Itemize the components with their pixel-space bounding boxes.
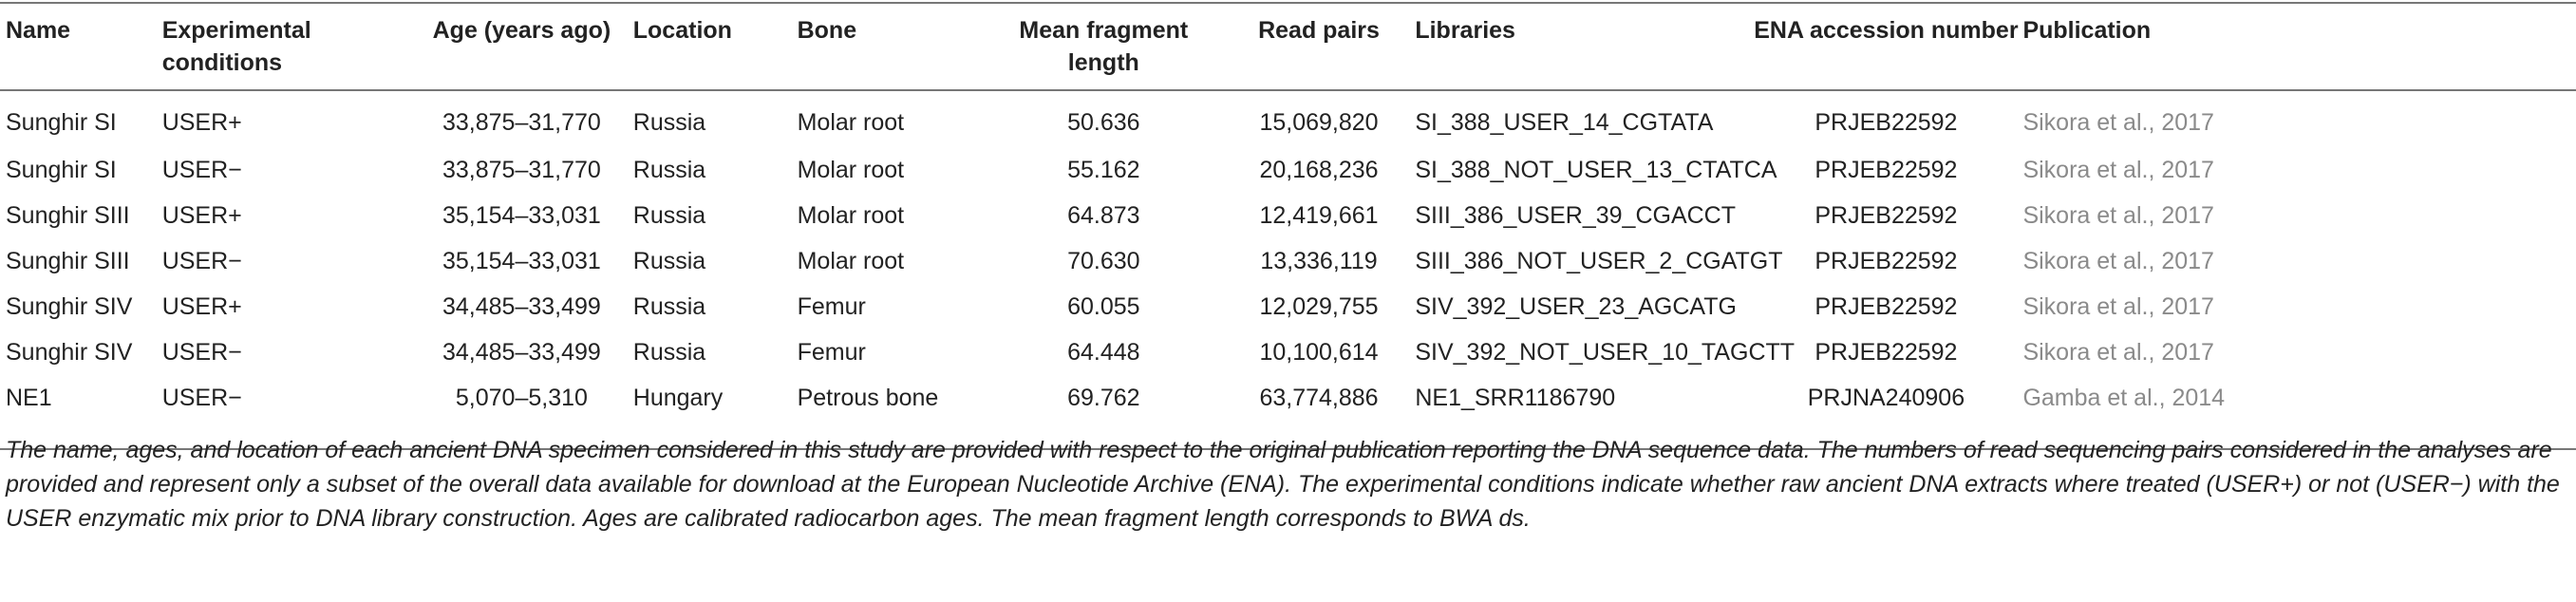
cell-name: Sunghir SIII — [6, 202, 130, 229]
cell-experimental-conditions: USER+ — [161, 202, 242, 229]
cell-ena-accession: PRJEB22592 — [1814, 339, 1958, 366]
header-ena-accession: ENA accession number — [1754, 17, 2019, 44]
header-name: Name — [6, 17, 71, 44]
cell-experimental-conditions: USER− — [161, 385, 242, 411]
cell-name: NE1 — [6, 385, 52, 411]
cell-publication[interactable]: Sikora et al., 2017 — [2022, 202, 2214, 229]
cell-read-pairs: 63,774,886 — [1259, 385, 1379, 411]
table-caption: The name, ages, and location of each ancient DNA specimen considered in this study are provided with respect to the original publication reporting the DNA sequence data. The numbers of read sequencing pairs considered in the analyses are provided and represent only a subset of the overall data available for download at the European Nucleotide Archive (ENA). The experimental conditions indicate whether raw ancient DNA extracts where treated (USER+) or not (USER−) with the USER enzymatic mix prior to DNA library construction. Ages are calibrated radiocarbon ages. The mean fragment length corresponds to BWA ds. — [6, 437, 2560, 532]
cell-libraries: SIV_392_NOT_USER_10_TAGCTT — [1415, 339, 1796, 366]
cell-read-pairs: 20,168,236 — [1259, 157, 1379, 183]
cell-location: Russia — [632, 157, 706, 183]
cell-ena-accession: PRJEB22592 — [1814, 109, 1958, 136]
cell-mean-fragment-length: 60.055 — [1067, 293, 1140, 320]
cell-age: 33,875–31,770 — [442, 157, 601, 183]
cell-experimental-conditions: USER+ — [161, 293, 242, 320]
cell-mean-fragment-length: 69.762 — [1067, 385, 1140, 411]
header-age: Age (years ago) — [432, 17, 611, 44]
cell-experimental-conditions: USER+ — [161, 109, 242, 136]
cell-publication[interactable]: Sikora et al., 2017 — [2022, 293, 2214, 320]
cell-name: Sunghir SI — [6, 109, 117, 136]
cell-publication[interactable]: Gamba et al., 2014 — [2022, 385, 2226, 411]
cell-mean-fragment-length: 50.636 — [1067, 109, 1140, 136]
cell-libraries: SI_388_NOT_USER_13_CTATCA — [1415, 157, 1777, 183]
header-row — [0, 3, 2576, 90]
cell-ena-accession: PRJEB22592 — [1814, 202, 1958, 229]
header-bone: Bone — [797, 17, 857, 44]
cell-bone: Molar root — [797, 202, 905, 229]
header-libraries: Libraries — [1415, 17, 1515, 44]
cell-read-pairs: 10,100,614 — [1259, 339, 1379, 366]
cell-name: Sunghir SIV — [6, 293, 133, 320]
cell-age: 34,485–33,499 — [442, 339, 601, 366]
table-row — [0, 193, 2576, 238]
cell-mean-fragment-length: 64.873 — [1067, 202, 1140, 229]
specimen-table — [0, 2, 2576, 450]
cell-age: 35,154–33,031 — [442, 248, 601, 274]
cell-publication[interactable]: Sikora et al., 2017 — [2022, 109, 2214, 136]
cell-bone: Femur — [797, 293, 866, 320]
header-location: Location — [632, 17, 732, 44]
cell-ena-accession: PRJEB22592 — [1814, 157, 1958, 183]
cell-location: Russia — [632, 202, 706, 229]
header-read-pairs: Read pairs — [1258, 17, 1380, 44]
cell-ena-accession: PRJNA240906 — [1807, 385, 1965, 411]
cell-experimental-conditions: USER− — [161, 248, 242, 274]
header-publication: Publication — [2022, 17, 2152, 44]
cell-age: 35,154–33,031 — [442, 202, 601, 229]
cell-mean-fragment-length: 55.162 — [1067, 157, 1140, 183]
cell-read-pairs: 12,419,661 — [1259, 202, 1379, 229]
cell-experimental-conditions: USER− — [161, 339, 242, 366]
cell-age: 5,070–5,310 — [455, 385, 588, 411]
cell-read-pairs: 12,029,755 — [1259, 293, 1379, 320]
cell-location: Russia — [632, 293, 706, 320]
cell-libraries: SIII_386_NOT_USER_2_CGATGT — [1415, 248, 1783, 274]
cell-publication[interactable]: Sikora et al., 2017 — [2022, 339, 2214, 366]
cell-bone: Molar root — [797, 157, 905, 183]
cell-location: Russia — [632, 109, 706, 136]
cell-age: 34,485–33,499 — [442, 293, 601, 320]
cell-libraries: SI_388_USER_14_CGTATA — [1415, 109, 1714, 136]
cell-publication[interactable]: Sikora et al., 2017 — [2022, 157, 2214, 183]
cell-name: Sunghir SIV — [6, 339, 133, 366]
header-experimental-conditions: Experimental conditions — [161, 17, 311, 76]
table-body — [0, 90, 2576, 449]
cell-bone: Petrous bone — [797, 385, 939, 411]
cell-ena-accession: PRJEB22592 — [1814, 293, 1958, 320]
cell-read-pairs: 13,336,119 — [1260, 248, 1378, 274]
cell-libraries: SIII_386_USER_39_CGACCT — [1415, 202, 1737, 229]
cell-publication[interactable]: Sikora et al., 2017 — [2022, 248, 2214, 274]
cell-libraries: SIV_392_USER_23_AGCATG — [1415, 293, 1737, 320]
cell-location: Hungary — [632, 385, 724, 411]
cell-read-pairs: 15,069,820 — [1259, 109, 1379, 136]
table-row — [0, 147, 2576, 193]
table-row — [0, 284, 2576, 329]
cell-libraries: NE1_SRR1186790 — [1415, 385, 1616, 411]
header-mean-fragment-length: Mean fragment length — [1019, 17, 1189, 76]
cell-experimental-conditions: USER− — [161, 157, 242, 183]
cell-bone: Molar root — [797, 109, 905, 136]
cell-location: Russia — [632, 339, 706, 366]
cell-bone: Molar root — [797, 248, 905, 274]
cell-mean-fragment-length: 64.448 — [1067, 339, 1140, 366]
cell-age: 33,875–31,770 — [442, 109, 601, 136]
cell-ena-accession: PRJEB22592 — [1814, 248, 1958, 274]
cell-bone: Femur — [797, 339, 866, 366]
table-row — [0, 90, 2576, 147]
cell-location: Russia — [632, 248, 706, 274]
table-row — [0, 238, 2576, 284]
table-header — [0, 3, 2576, 90]
cell-mean-fragment-length: 70.630 — [1067, 248, 1140, 274]
table-row — [0, 329, 2576, 375]
cell-name: Sunghir SI — [6, 157, 117, 183]
cell-name: Sunghir SIII — [6, 248, 130, 274]
